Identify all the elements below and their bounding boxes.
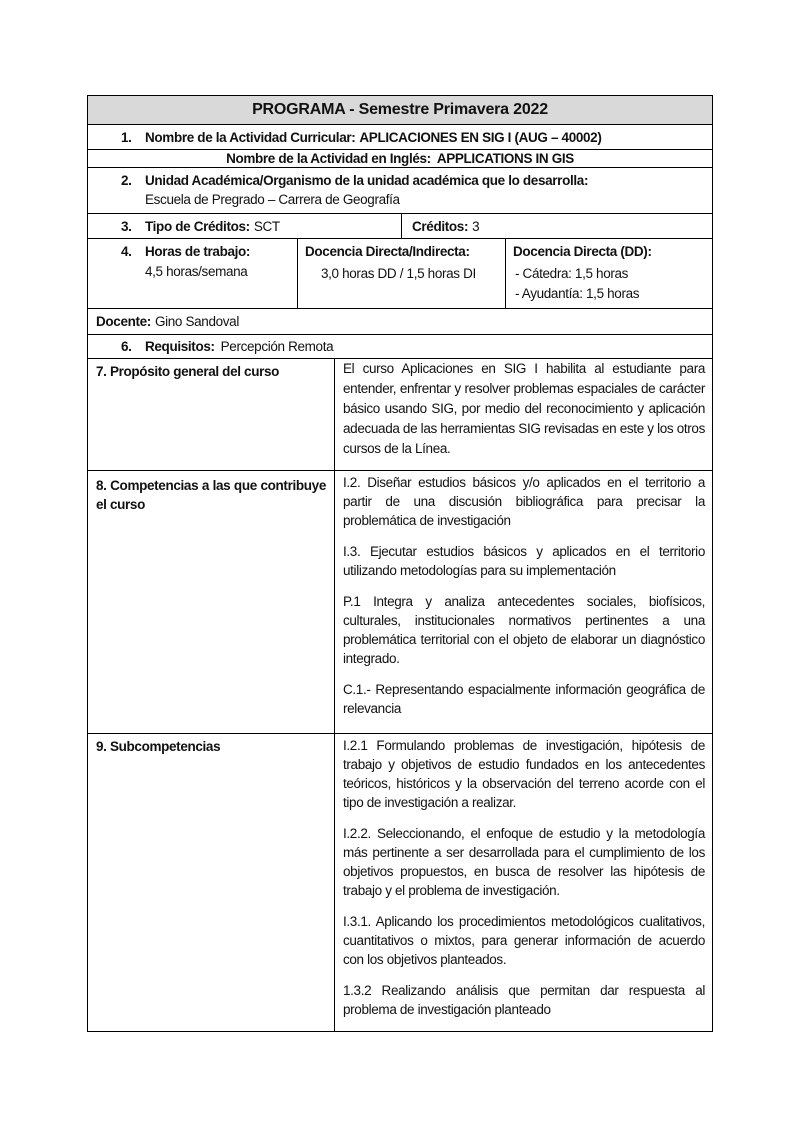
direct-indirect-label: Docencia Directa/Indirecta: xyxy=(305,244,470,259)
work-hours-value: 4,5 horas/semana xyxy=(145,264,248,279)
credit-type-cell xyxy=(88,214,401,238)
credit-type-value: SCT xyxy=(253,218,280,234)
credits-row xyxy=(88,213,712,238)
credit-type-label: Tipo de Créditos: xyxy=(145,218,250,234)
competency-item: I.2. Diseñar estudios básicos y/o aplicados en el territorio a partir de una discusión bibliográfica para precisar la problemática de investigación xyxy=(343,475,705,528)
unit-row xyxy=(88,167,712,213)
credits-value: 3 xyxy=(472,218,480,234)
subcompetencies-list xyxy=(334,734,712,1031)
program-header-row xyxy=(88,96,712,124)
competencies-list xyxy=(334,471,712,733)
direct-teaching-item: - Ayudantía: 1,5 horas xyxy=(515,286,640,301)
teacher-name: Gino Sandoval xyxy=(154,314,239,329)
subcompetency-item: 1.3.2 Realizando análisis que permitan dar respuesta al problema de investigación planteado xyxy=(343,983,705,1017)
hours-number: 4. xyxy=(121,244,132,259)
unit-number: 2. xyxy=(121,173,132,188)
program-title: PROGRAMA - Semestre Primavera 2022 xyxy=(252,101,548,118)
direct-teaching-item: - Cátedra: 1,5 horas xyxy=(515,266,629,281)
unit-heading xyxy=(121,171,712,190)
purpose-content xyxy=(334,359,712,470)
activity-english-row xyxy=(88,149,712,167)
work-hours-cell xyxy=(88,239,297,308)
competency-item: I.3. Ejecutar estudios básicos y aplicados en el territorio utilizando metodologías para su implementación xyxy=(343,544,705,578)
requirements-label: Requisitos: xyxy=(145,339,215,354)
unit-label: Unidad Académica/Organismo de la unidad académica que lo desarrolla: xyxy=(145,173,589,188)
subcompetency-item: I.2.1 Formulando problemas de investigación, hipótesis de trabajo y objetivos de estudio fundados en los antecedentes teóricos, históricos y la observación del terreno acorde con el tipo de investigación a realizar. xyxy=(343,738,705,810)
purpose-row xyxy=(88,358,712,470)
activity-value: APLICACIONES EN SIG I (AUG – 40002) xyxy=(359,129,602,145)
purpose-label: 7. Propósito general del curso xyxy=(96,364,280,379)
work-hours-heading xyxy=(121,242,297,262)
teacher-label: Docente: xyxy=(96,314,151,329)
competencies-label: 8. Competencias a las que contribuye el curso xyxy=(96,478,326,512)
work-hours-label: Horas de trabajo: xyxy=(145,244,251,259)
unit-value: Escuela de Pregrado – Carrera de Geografía xyxy=(145,192,400,207)
activity-number: 1. xyxy=(121,129,132,145)
direct-indirect-value: 3,0 horas DD / 1,5 horas DI xyxy=(321,266,476,281)
competencies-row xyxy=(88,470,712,733)
subcompetency-item: I.3.1. Aplicando los procedimientos metodológicos cualitativos, cuantitativos o mixtos, para generar información de acuerdo con los objetivos planteados. xyxy=(343,914,705,967)
credits-number: 3. xyxy=(121,218,132,234)
activity-english-label: Nombre de la Actividad en Inglés: xyxy=(226,150,431,166)
activity-english-value: APPLICATIONS IN GIS xyxy=(436,150,574,166)
subcompetencies-row xyxy=(88,733,712,1031)
requirements-number: 6. xyxy=(121,339,132,354)
program-table xyxy=(87,95,713,1032)
requirements-value: Percepción Remota xyxy=(220,339,334,354)
purpose-text: El curso Aplicaciones en SIG I habilita al estudiante para entender, enfrentar y resolver problemas espaciales de carácter básico usando SIG, por medio del reconocimiento y aplicación adecuada de las herramientas SIG revisadas en este y los otros cursos de la Línea. xyxy=(343,361,705,456)
competency-item: C.1.- Representando espacialmente información geográfica de relevancia xyxy=(343,682,705,716)
teacher-row xyxy=(88,308,712,334)
competency-item: P.1 Integra y analiza antecedentes sociales, biofísicos, culturales, institucionales normativos pertinentes a una problemática territorial con el objeto de elaborar un diagnóstico integrado. xyxy=(343,594,705,666)
subcompetencies-label: 9. Subcompetencias xyxy=(96,739,221,754)
hours-row xyxy=(88,238,712,308)
direct-indirect-cell xyxy=(297,239,505,308)
subcompetency-item: I.2.2. Seleccionando, el enfoque de estudio y la metodología más pertinente a ser desarrollada para el cumplimiento de los objetivos propuestos, en busca de resolver las hipótesis de trabajo y el problema de investigación. xyxy=(343,826,705,898)
credits-label: Créditos: xyxy=(412,218,469,234)
direct-teaching-cell xyxy=(505,239,712,308)
direct-teaching-label: Docencia Directa (DD): xyxy=(513,244,652,259)
credits-cell xyxy=(401,214,712,238)
activity-label: Nombre de la Actividad Curricular: xyxy=(145,129,356,145)
activity-name-row xyxy=(88,124,712,149)
requirements-row xyxy=(88,334,712,358)
